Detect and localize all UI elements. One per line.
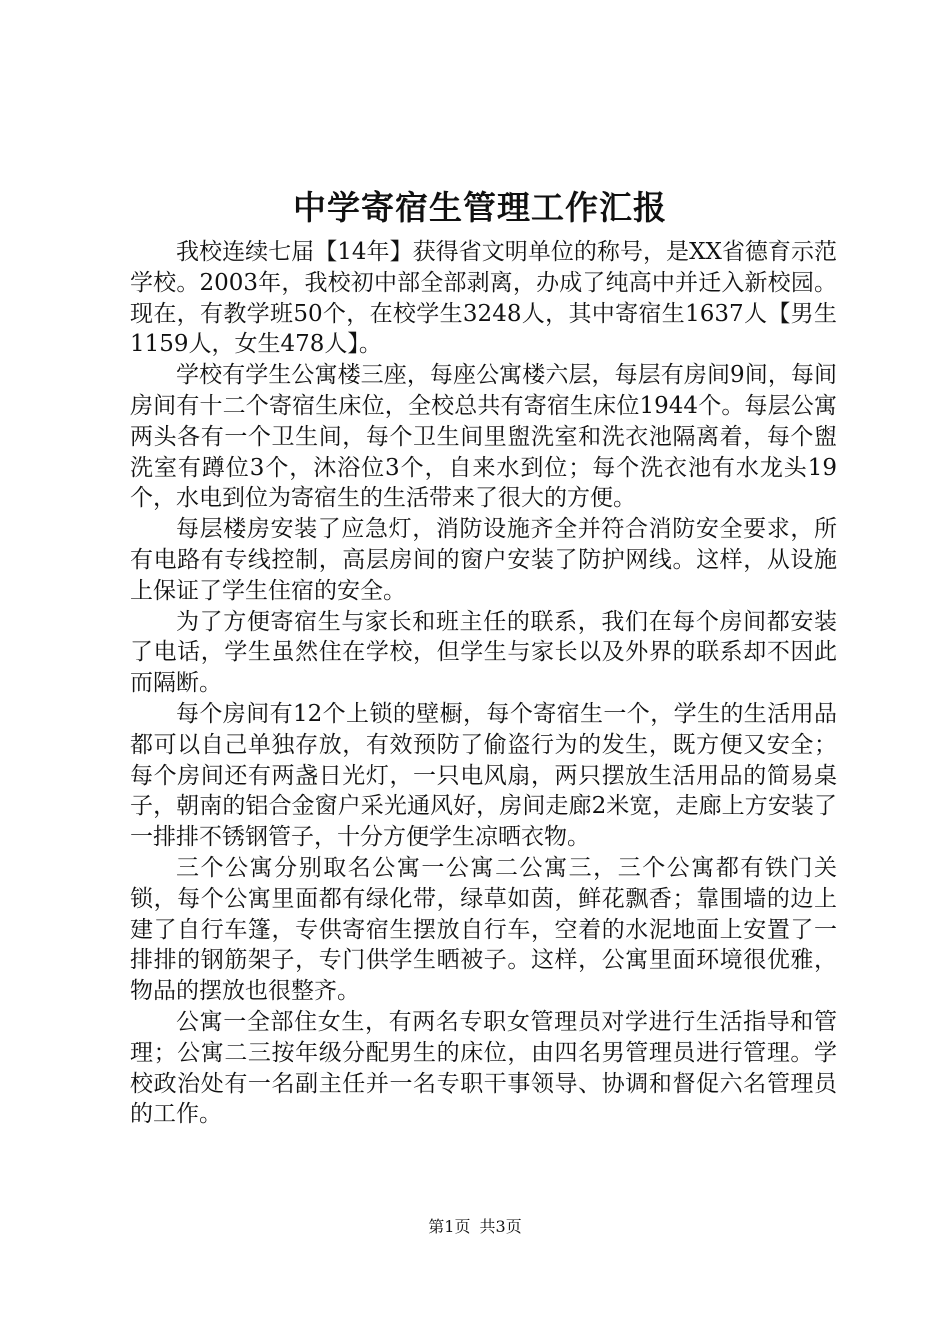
paragraph-4: 为了方便寄宿生与家长和班主任的联系，我们在每个房间都安装了电话，学生虽然住在学校，但学生与家长以及外界的联系却不因此而隔断。 bbox=[130, 608, 837, 697]
paragraph-5: 每个房间有12个上锁的壁橱，每个寄宿生一个，学生的生活用品都可以自己单独存放，有效预防了偷盗行为的发生，既方便又安全；每个房间还有两盏日光灯，一只电风扇，两只摆放生活用品的简易桌子，朝南的铝合金窗户采光通风好，房间走廊2米宽，走廊上方安装了一排排不锈钢管子，十分方便学生凉晒衣物。 bbox=[130, 700, 837, 851]
page-total: 共3页 bbox=[479, 1217, 522, 1236]
document-body bbox=[130, 237, 837, 1130]
paragraph-6: 三个公寓分别取名公寓一公寓二公寓三，三个公寓都有铁门关锁，每个公寓里面都有绿化带，绿草如茵，鲜花飘香；靠围墙的边上建了自行车篷，专供寄宿生摆放自行车，空着的水泥地面上安置了一排排的钢筋架子，专门供学生晒被子。这样，公寓里面环境很优雅，物品的摆放也很整齐。 bbox=[130, 854, 837, 1005]
paragraph-3: 每层楼房安装了应急灯，消防设施齐全并符合消防安全要求，所有电路有专线控制，高层房间的窗户安装了防护网线。这样，从设施上保证了学生住宿的安全。 bbox=[130, 516, 837, 604]
paragraph-1: 我校连续七届【14年】获得省文明单位的称号，是XX省德育示范学校。2003年，我校初中部全部剥离，办成了纯高中并迁入新校园。现在，有教学班50个，在校学生3248人，其中寄宿生1637人【男生1159人，女生478人】。 bbox=[130, 239, 837, 358]
paragraph-2: 学校有学生公寓楼三座，每座公寓楼六层，每层有房间9间，每间房间有十二个寄宿生床位，全校总共有寄宿生床位1944个。每层公寓两头各有一个卫生间，每个卫生间里盥洗室和洗衣池隔离着，每个盥洗室有蹲位3个，沐浴位3个，自来水到位；每个洗衣池有水龙头19个，水电到位为寄宿生的生活带来了很大的方便。 bbox=[130, 362, 837, 512]
page-number: 第1页 bbox=[428, 1217, 471, 1236]
document-title: 中学寄宿生管理工作汇报 bbox=[293, 188, 667, 227]
paragraph-7: 公寓一全部住女生，有两名专职女管理员对学进行生活指导和管理；公寓二三按年级分配男生的床位，由四名男管理员进行管理。学校政治处有一名副主任并一名专职干事领导、协调和督促六名管理员的工作。 bbox=[130, 1008, 837, 1128]
page-footer bbox=[0, 1217, 950, 1237]
